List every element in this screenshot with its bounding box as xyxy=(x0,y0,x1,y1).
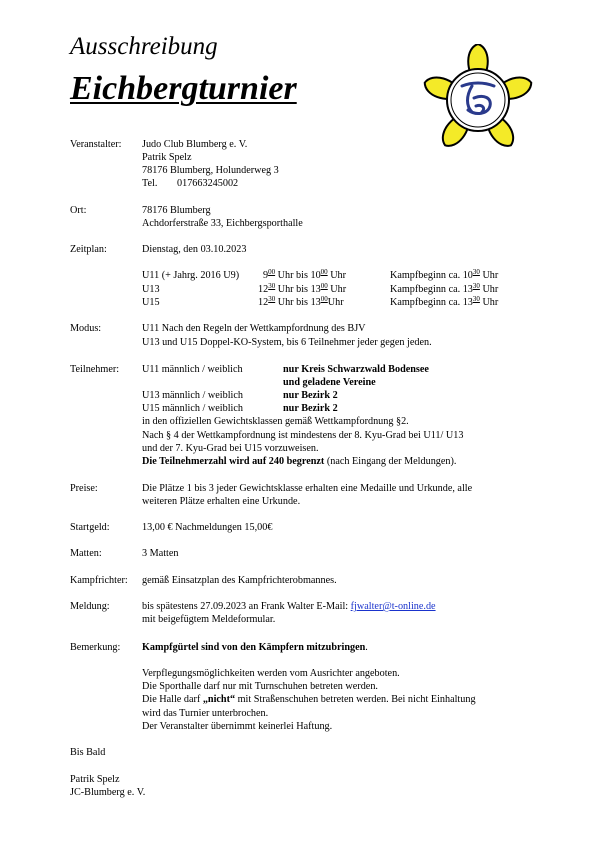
zeitplan-time: $9^{00}$ Uhr bis $10^{00}$ Uhr xyxy=(263,268,347,281)
bemerkung-line: Der Veranstalter übernimmt keinerlei Haftung. xyxy=(142,721,333,732)
startgeld-text: 13,00 € Nachmeldungen 15,00€ xyxy=(142,522,273,533)
zeitplan-group: U13 xyxy=(142,284,160,295)
label-teilnehmer: Teilnehmer: xyxy=(70,364,120,375)
bemerkung-bold: Kampfgürtel sind von den Kämpfern mitzubringen. xyxy=(142,642,368,653)
teilnehmer-who: nur Bezirk 2 xyxy=(283,390,338,401)
zeitplan-group: U11 (+ Jahrg. 2016 U9) xyxy=(142,270,240,281)
closing-line: Patrik Spelz xyxy=(70,774,120,785)
zeitplan-fight: Kampfbeginn ca. $10^{30}$ Uhr xyxy=(390,268,499,281)
teilnehmer-text: und der 7. Kyu-Grad bei U15 vorzuweisen. xyxy=(142,443,319,454)
zeitplan-time: $12^{30}$ Uhr bis $13^{00}$ Uhr xyxy=(258,282,347,295)
teilnehmer-group: U11 männlich / weiblich xyxy=(142,364,243,375)
label-preise: Preise: xyxy=(70,483,98,494)
veranstalter-line: Patrik Spelz xyxy=(142,152,192,163)
ort-line: 78176 Blumberg xyxy=(142,205,211,216)
zeitplan-date: Dienstag, den 03.10.2023 xyxy=(142,244,247,255)
teilnehmer-who: nur Kreis Schwarzwald Bodensee xyxy=(283,364,429,375)
meldung-line2: mit beigefügtem Meldeformular. xyxy=(142,614,276,625)
closing-line: Bis Bald xyxy=(70,747,106,758)
veranstalter-line: 78176 Blumberg, Holunderweg 3 xyxy=(142,165,279,176)
label-kampfrichter: Kampfrichter: xyxy=(70,575,128,586)
bemerkung-line: Verpflegungsmöglichkeiten werden vom Ausrichter angeboten. xyxy=(142,668,400,679)
label-zeitplan: Zeitplan: xyxy=(70,244,107,255)
label-bemerkung: Bemerkung: xyxy=(70,642,121,653)
preise-line: weiteren Plätze erhalten eine Urkunde. xyxy=(142,496,301,507)
meldung-line1: bis spätestens 27.09.2023 an Frank Walter E-Mail: fjwalter@t-online.de xyxy=(142,601,436,612)
label-startgeld: Startgeld: xyxy=(70,522,110,533)
label-ort: Ort: xyxy=(70,205,87,216)
veranstalter-tel-label: Tel. xyxy=(142,178,158,189)
label-veranstalter: Veranstalter: xyxy=(70,139,122,150)
ort-line: Achdorferstraße 33, Eichbergsporthalle xyxy=(142,218,303,229)
modus-line: U13 und U15 Doppel-KO-System, bis 6 Teilnehmer jeder gegen jeden. xyxy=(142,337,432,348)
zeitplan-fight: Kampfbeginn ca. $13^{30}$ Uhr xyxy=(390,282,499,295)
email-link[interactable]: fjwalter@t-online.de xyxy=(350,601,436,612)
closing-line: JC-Blumberg e. V. xyxy=(70,787,146,798)
doc-title-line2: Eichbergturnier xyxy=(70,70,297,107)
teilnehmer-group: U15 männlich / weiblich xyxy=(142,403,244,414)
teilnehmer-limit: Die Teilnehmerzahl wird auf 240 begrenzt (nach Eingang der Meldungen). xyxy=(142,456,457,467)
teilnehmer-group: U13 männlich / weiblich xyxy=(142,390,244,401)
teilnehmer-who: und geladene Vereine xyxy=(283,377,376,388)
zeitplan-time: $12^{30}$ Uhr bis $13^{00}Uhr$ xyxy=(258,295,344,308)
bemerkung-line: Die Sporthalle darf nur mit Turnschuhen betreten werden. xyxy=(142,681,378,692)
veranstalter-line: Judo Club Blumberg e. V. xyxy=(142,139,248,150)
label-meldung: Meldung: xyxy=(70,601,110,612)
label-matten: Matten: xyxy=(70,548,102,559)
veranstalter-tel: 017663245002 xyxy=(177,178,239,189)
kampfrichter-text: gemäß Einsatzplan des Kampfrichterobmannes. xyxy=(142,575,337,586)
teilnehmer-who: nur Bezirk 2 xyxy=(283,403,338,414)
judo-club-flower-logo-icon xyxy=(418,44,538,156)
modus-line: U11 Nach den Regeln der Wettkampfordnung des BJV xyxy=(142,323,366,334)
bemerkung-halle: Die Halle darf „nicht“ mit Straßenschuhen betreten werden. Bei nicht Einhaltung xyxy=(142,694,476,705)
teilnehmer-text: in den offiziellen Gewichtsklassen gemäß Wettkampfordnung §2. xyxy=(142,416,409,427)
preise-line: Die Plätze 1 bis 3 jeder Gewichtsklasse erhalten eine Medaille und Urkunde, alle xyxy=(142,483,473,494)
teilnehmer-text: Nach § 4 der Wettkampfordnung ist mindestens der 8. Kyu-Grad bei U11/ U13 xyxy=(142,430,464,441)
zeitplan-fight: Kampfbeginn ca. $13^{30}$ Uhr xyxy=(390,295,499,308)
zeitplan-group: U15 xyxy=(142,297,160,308)
matten-text: 3 Matten xyxy=(142,548,179,559)
bemerkung-line: wird das Turnier unterbrochen. xyxy=(142,708,269,719)
doc-title-line1: Ausschreibung xyxy=(70,33,218,60)
label-modus: Modus: xyxy=(70,323,102,334)
